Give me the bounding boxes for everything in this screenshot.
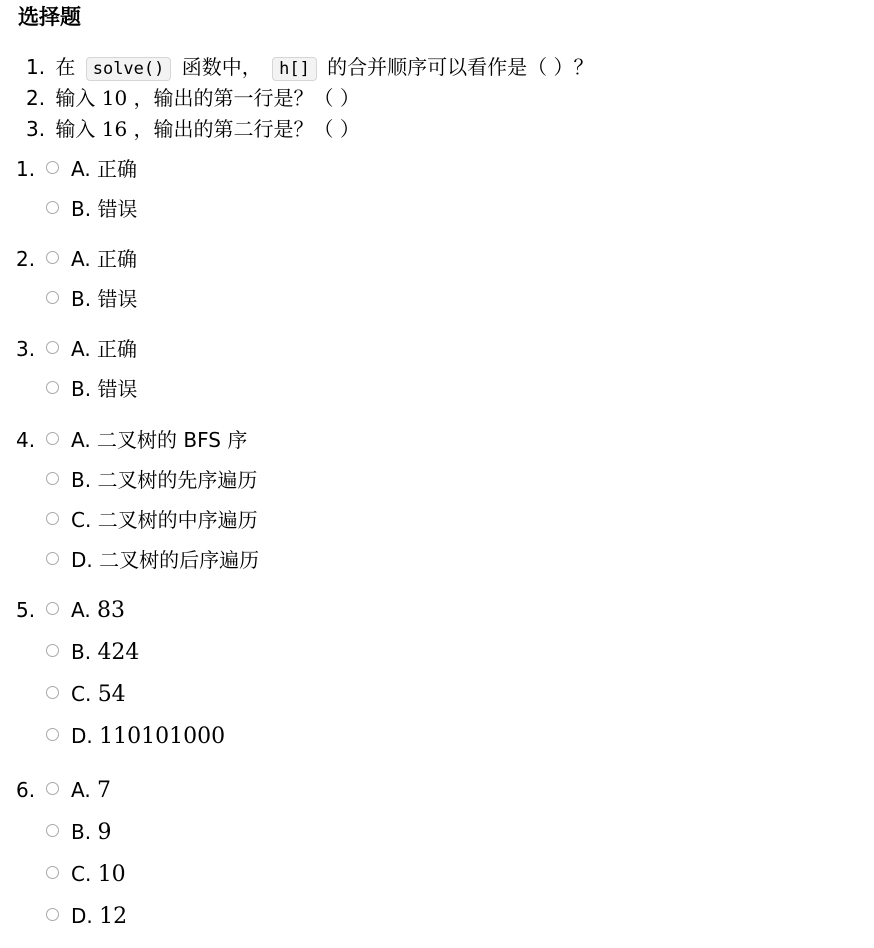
option-letter: C. bbox=[71, 682, 92, 706]
option-text: 二叉树的后序遍历 bbox=[99, 548, 260, 572]
option-text: 7 bbox=[97, 778, 112, 803]
radio-button[interactable] bbox=[46, 908, 59, 921]
option-letter: A. bbox=[71, 428, 91, 452]
option-text: 12 bbox=[99, 904, 128, 929]
option-letter: A. bbox=[71, 337, 91, 361]
statement-list bbox=[26, 52, 594, 145]
radio-button[interactable] bbox=[46, 644, 59, 657]
radio-button[interactable] bbox=[46, 512, 59, 525]
option-letter: B. bbox=[71, 197, 92, 221]
code-solve: solve() bbox=[86, 57, 172, 81]
option-text: 错误 bbox=[97, 377, 138, 401]
option-letter: D. bbox=[71, 548, 93, 572]
radio-button[interactable] bbox=[46, 602, 59, 615]
option-text: 54 bbox=[97, 682, 126, 707]
option-text: 424 bbox=[97, 640, 140, 665]
section-title: 选择题 bbox=[18, 5, 81, 29]
statement-text-mid: 函数中， bbox=[181, 55, 262, 79]
option-letter: B. bbox=[71, 377, 92, 401]
statement-value: 16 bbox=[101, 117, 128, 141]
radio-button[interactable] bbox=[46, 686, 59, 699]
option-text: 9 bbox=[97, 820, 112, 845]
option-text: 正确 bbox=[97, 337, 138, 361]
radio-button[interactable] bbox=[46, 472, 59, 485]
option-text: 正确 bbox=[97, 157, 138, 181]
statement-text-post: 的合并顺序可以看作是（ ）？ bbox=[327, 55, 594, 79]
statement-text-pre: 输入 bbox=[55, 86, 102, 110]
option-letter: B. bbox=[71, 287, 92, 311]
radio-button[interactable] bbox=[46, 782, 59, 795]
radio-button[interactable] bbox=[46, 381, 59, 394]
radio-button[interactable] bbox=[46, 728, 59, 741]
radio-button[interactable] bbox=[46, 552, 59, 565]
option-letter: A. bbox=[71, 157, 91, 181]
statement-3 bbox=[26, 114, 594, 145]
option-letter: C. bbox=[71, 508, 92, 532]
option-text: 二叉树的先序遍历 bbox=[97, 468, 258, 492]
radio-button[interactable] bbox=[46, 251, 59, 264]
option-letter: B. bbox=[71, 640, 92, 664]
option-text: 10 bbox=[97, 862, 126, 887]
option-letter: A. bbox=[71, 778, 91, 802]
radio-button[interactable] bbox=[46, 161, 59, 174]
question-number: 5. bbox=[16, 598, 36, 622]
radio-button[interactable] bbox=[46, 866, 59, 879]
option-text: 110101000 bbox=[99, 724, 226, 749]
option-letter: C. bbox=[71, 862, 92, 886]
statement-text-pre: 输入 bbox=[55, 117, 102, 141]
statement-number: 3. bbox=[26, 117, 46, 141]
statement-text-post: ，输出的第一行是？（ ） bbox=[133, 86, 360, 110]
statement-value: 10 bbox=[101, 86, 128, 110]
option-text: 正确 bbox=[97, 247, 138, 271]
question-number: 6. bbox=[16, 778, 36, 802]
option-letter: A. bbox=[71, 247, 91, 271]
option-text: 二叉树的中序遍历 bbox=[97, 508, 258, 532]
option-text: 错误 bbox=[97, 197, 138, 221]
option-text: 错误 bbox=[97, 287, 138, 311]
option-text: 83 bbox=[97, 598, 126, 623]
statement-number: 2. bbox=[26, 86, 46, 110]
statement-2 bbox=[26, 83, 594, 114]
radio-button[interactable] bbox=[46, 201, 59, 214]
statement-text-pre: 在 bbox=[55, 55, 76, 79]
statement-text-post: ，输出的第二行是？（ ） bbox=[133, 117, 360, 141]
option-letter: A. bbox=[71, 598, 91, 622]
option-letter: D. bbox=[71, 724, 93, 748]
code-h-array: h[] bbox=[272, 57, 317, 81]
option-text: 二叉树的 BFS 序 bbox=[97, 428, 248, 452]
radio-button[interactable] bbox=[46, 291, 59, 304]
question-number: 1. bbox=[16, 157, 36, 181]
radio-button[interactable] bbox=[46, 824, 59, 837]
statement-1 bbox=[26, 52, 594, 83]
statement-number: 1. bbox=[26, 55, 46, 79]
question-number: 2. bbox=[16, 247, 36, 271]
radio-button[interactable] bbox=[46, 432, 59, 445]
option-letter: B. bbox=[71, 468, 92, 492]
question-number: 4. bbox=[16, 428, 36, 452]
question-number: 3. bbox=[16, 337, 36, 361]
radio-button[interactable] bbox=[46, 341, 59, 354]
option-letter: D. bbox=[71, 904, 93, 928]
option-letter: B. bbox=[71, 820, 92, 844]
